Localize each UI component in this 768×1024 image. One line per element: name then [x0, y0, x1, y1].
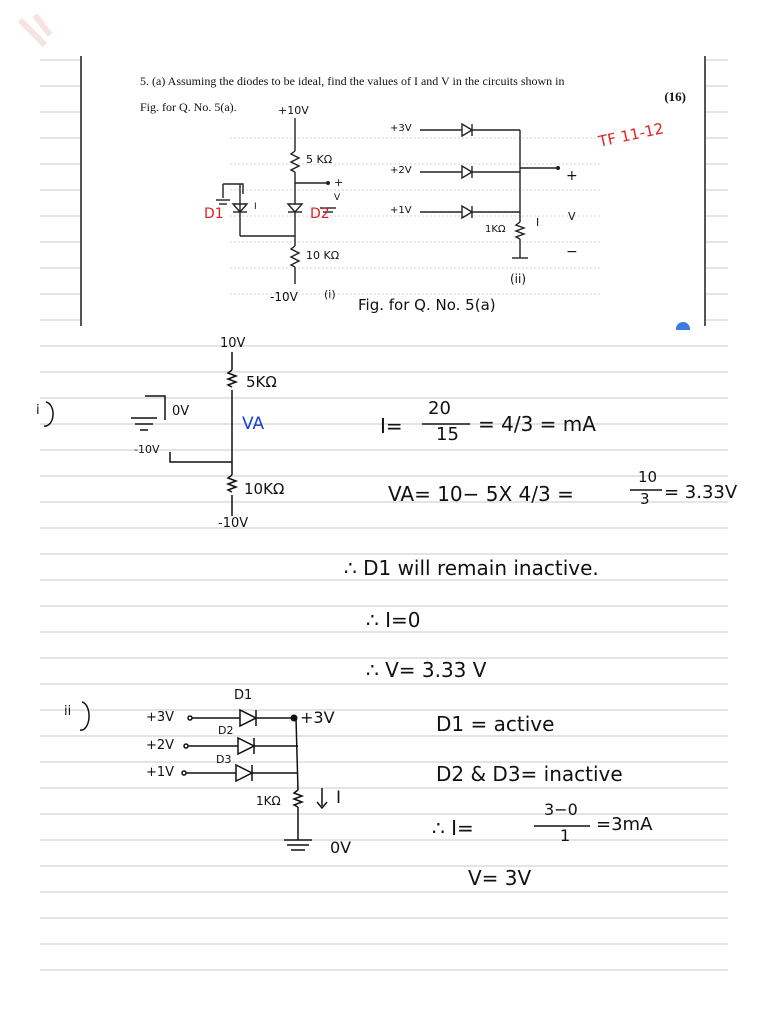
figure-caption: Fig. for Q. No. 5(a) — [358, 296, 496, 314]
s2-current-lhs: ∴ I= — [432, 816, 474, 840]
s1-current-rest: = 4/3 = mA — [478, 412, 596, 436]
s2-in3: +1V — [146, 765, 175, 780]
s2-d1: D1 — [234, 688, 253, 703]
c1-d2-label: D2 — [310, 206, 330, 222]
s1-top: 10V — [220, 336, 246, 351]
s1-conclusion-1: ∴ D1 will remain inactive. — [344, 556, 599, 580]
s1-conclusion-2: ∴ I=0 — [366, 608, 421, 632]
c1-plus: + — [334, 176, 344, 189]
s1-minus10: -10V — [134, 443, 160, 456]
c1-d1-label: D1 — [204, 206, 224, 222]
s2-d2: D2 — [218, 724, 234, 737]
s2-resistor: 1KΩ — [256, 794, 281, 808]
c1-i-label: I — [254, 202, 257, 212]
s1-current-num: 20 — [428, 398, 451, 419]
s2-node: +3V — [300, 708, 335, 727]
s1-va-eq: VA= 10− 5X 4/3 = — [388, 482, 574, 506]
question-line-1: 5. (a) Assuming the diodes to be ideal, find the values of I and V in the circuits shown in — [140, 74, 565, 88]
s2-ground: 0V — [330, 838, 352, 857]
s1-r-bottom: 10KΩ — [244, 480, 285, 498]
s1-va-den: 3 — [640, 490, 650, 508]
s2-current-num: 3−0 — [544, 800, 578, 819]
c1-v-label: V — [334, 193, 341, 203]
s2-current-den: 1 — [560, 826, 571, 845]
s1-conclusion-3: ∴ V= 3.33 V — [366, 658, 487, 682]
c2-v-label: V — [568, 210, 576, 223]
solution2-marker: ii — [64, 704, 72, 719]
s2-status-2: D2 & D3= inactive — [436, 762, 623, 786]
scroll-indicator — [676, 322, 690, 330]
s2-d3: D3 — [216, 753, 232, 766]
marks-label: (16) — [664, 89, 686, 104]
c2-i-label: I — [536, 216, 540, 229]
c1-label: (i) — [324, 288, 336, 301]
question-card — [80, 56, 706, 326]
s2-status-1: D1 = active — [436, 712, 555, 736]
s2-in1: +3V — [146, 710, 175, 725]
c1-top-supply: +10V — [278, 104, 309, 117]
c2-label: (ii) — [510, 272, 527, 286]
s1-bottom: -10V — [218, 516, 249, 531]
c2-minus: − — [566, 244, 578, 260]
s2-in2: +2V — [146, 738, 175, 753]
s2-voltage: V= 3V — [468, 866, 532, 890]
c2-resistor: 1KΩ — [485, 224, 506, 235]
source-tag: TF 11-12 — [596, 119, 666, 151]
s1-va-result: = 3.33V — [664, 482, 738, 503]
s1-node-va: VA — [242, 414, 265, 434]
s2-current: I — [336, 788, 342, 808]
c2-plus: + — [566, 168, 578, 184]
faded-mark — [0, 0, 95, 50]
s1-current-lhs: I= — [380, 414, 403, 438]
question-figure — [80, 56, 706, 326]
s1-current-den: 15 — [436, 424, 459, 445]
s1-ground-v: 0V — [172, 404, 190, 419]
solution1-marker: i — [36, 403, 40, 418]
c1-resistor-top: 5 KΩ — [306, 153, 333, 166]
question-line-2: Fig. for Q. No. 5(a). — [140, 100, 237, 114]
c2-in3: +1V — [390, 205, 412, 216]
c2-in1: +3V — [390, 123, 412, 134]
c2-in2: +2V — [390, 165, 412, 176]
s1-va-num: 10 — [638, 468, 658, 486]
c1-resistor-bottom: 10 KΩ — [306, 249, 340, 262]
s1-r-top: 5KΩ — [246, 373, 277, 391]
c1-bottom-supply: -10V — [270, 290, 298, 304]
s2-current-result: =3mA — [596, 814, 653, 835]
solution1-sketch — [0, 330, 330, 550]
